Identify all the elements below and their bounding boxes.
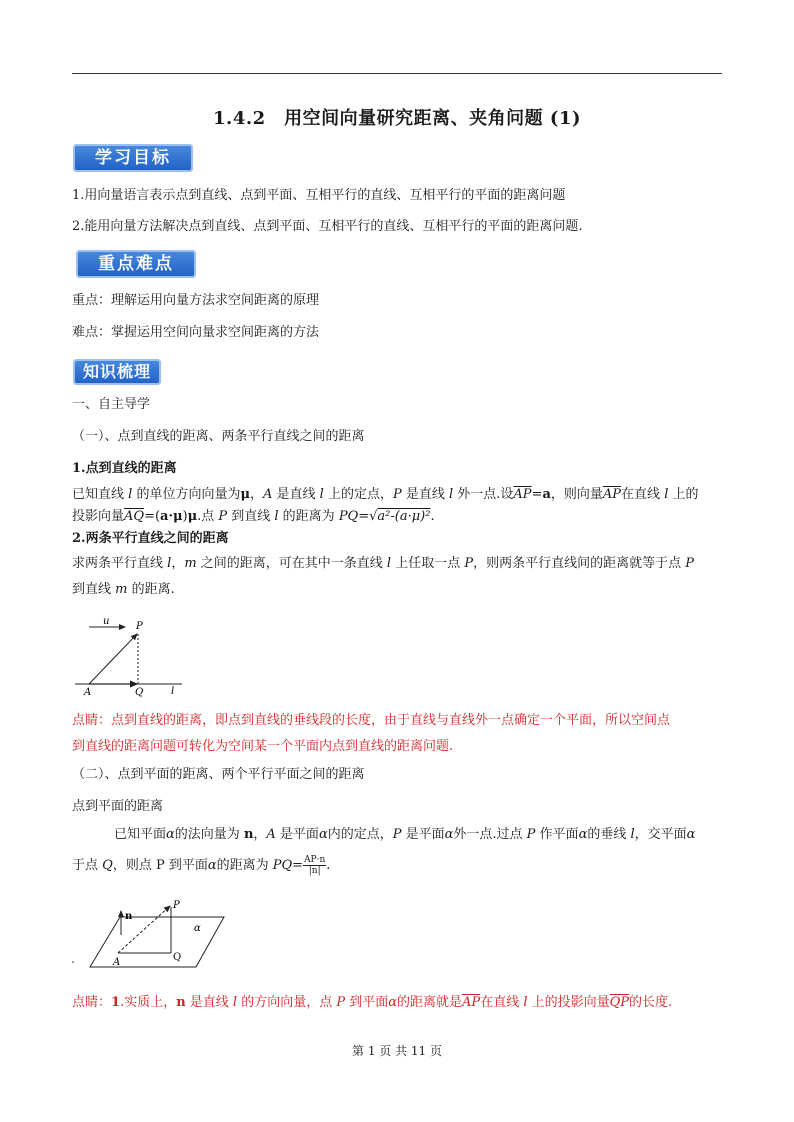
header-rule	[72, 73, 722, 74]
label-A: A	[113, 957, 121, 968]
knowledge-badge: 知识梳理	[73, 359, 161, 385]
objectives-badge: 学习目标	[73, 144, 193, 172]
stray-dot	[72, 961, 74, 963]
paragraph-parallel-line-2: 到直线 m 的距离.	[72, 582, 175, 597]
difficulty-text: 难点：掌握运用空间向量求空间距离的方法	[72, 325, 320, 340]
note-point-line-1: 点睛：点到直线的距离，即点到直线的垂线段的长度，由于直线与直线外一点确定一个平面，所以空间点	[72, 713, 671, 728]
subheading-point-line: 1.点到直线的距离	[72, 461, 177, 476]
label-l: l	[171, 686, 175, 697]
paragraph-point-plane-1: 已知平面α的法向量为 n，A 是平面α内的定点，P 是平面α外一点.过点 P 作平面α的垂线 l，交平面α	[114, 827, 696, 842]
vector-AP	[89, 634, 137, 684]
paragraph-point-plane-2: 于点 Q，则点 P 到平面α的距离为 PQ= $\frac{AP\cdot n}{|n|}$ .	[72, 855, 331, 876]
label-Q: Q	[135, 687, 144, 698]
page-footer: 第 1 页 共 11 页	[352, 1044, 442, 1058]
point-to-plane-figure	[70, 895, 230, 975]
note-point-plane: 点睛：1.实质上，n 是直线 l 的方向向量，点 P 到平面α的距离就是$\overline{AP}$在直线 l 上的投影向量$\overline{QP}$的长度.	[72, 995, 673, 1010]
part-two-heading: （二）、点到平面的距离、两个平行平面之间的距离	[72, 767, 365, 782]
key-points-badge: 重点难点	[76, 250, 196, 278]
section-heading: 一、自主导学	[72, 397, 151, 412]
distance-fraction: $\frac{AP\cdot n}{|n|}$	[304, 855, 326, 876]
plane-alpha	[90, 917, 224, 967]
label-alpha: α	[194, 923, 201, 934]
objective-2: 2.能用向量方法解决点到直线、点到平面、互相平行的直线、互相平行的平面的距离问题.	[72, 219, 583, 234]
page-title: 1.4.2 用空间向量研究距离、夹角问题 (1)	[213, 108, 581, 129]
point-to-line-figure	[70, 615, 190, 700]
label-P: P	[173, 900, 180, 911]
label-P: P	[136, 621, 143, 632]
paragraph-point-line-2: 投影向量$\overline{AQ}=(a\cdot\mu)\mu$.点 P 到直线 l 的距离为 PQ=√a²-(a·μ)².	[72, 509, 435, 524]
paragraph-parallel-line-1: 求两条平行直线 l，m 之间的距离，可在其中一条直线 l 上任取一点 P，则两条平行直线间的距离就等于点 P	[72, 556, 694, 571]
label-n: n	[125, 911, 133, 922]
note-point-line-2: 到直线的距离问题可转化为空间某一个平面内点到直线的距离问题.	[72, 739, 454, 754]
key-point-text: 重点：理解运用向量方法求空间距离的原理	[72, 293, 320, 308]
objective-1: 1.用向量语言表示点到直线、点到平面、互相平行的直线、互相平行的平面的距离问题	[72, 188, 566, 203]
part-one-heading: （一）、点到直线的距离、两条平行直线之间的距离	[72, 429, 365, 444]
paragraph-point-line-1: 已知直线 l 的单位方向向量为μ，A 是直线 l 上的定点，P 是直线 l 外一点.设$\overline{AP}=a$，则向量$\overline{AP}$在直线 l 上的	[72, 487, 699, 502]
subheading-parallel-lines: 2.两条平行直线之间的距离	[72, 531, 229, 546]
label-Q: Q	[173, 952, 182, 963]
label-u: u	[103, 616, 110, 627]
subheading-point-plane: 点到平面的距离	[72, 799, 164, 814]
label-A: A	[84, 687, 92, 698]
